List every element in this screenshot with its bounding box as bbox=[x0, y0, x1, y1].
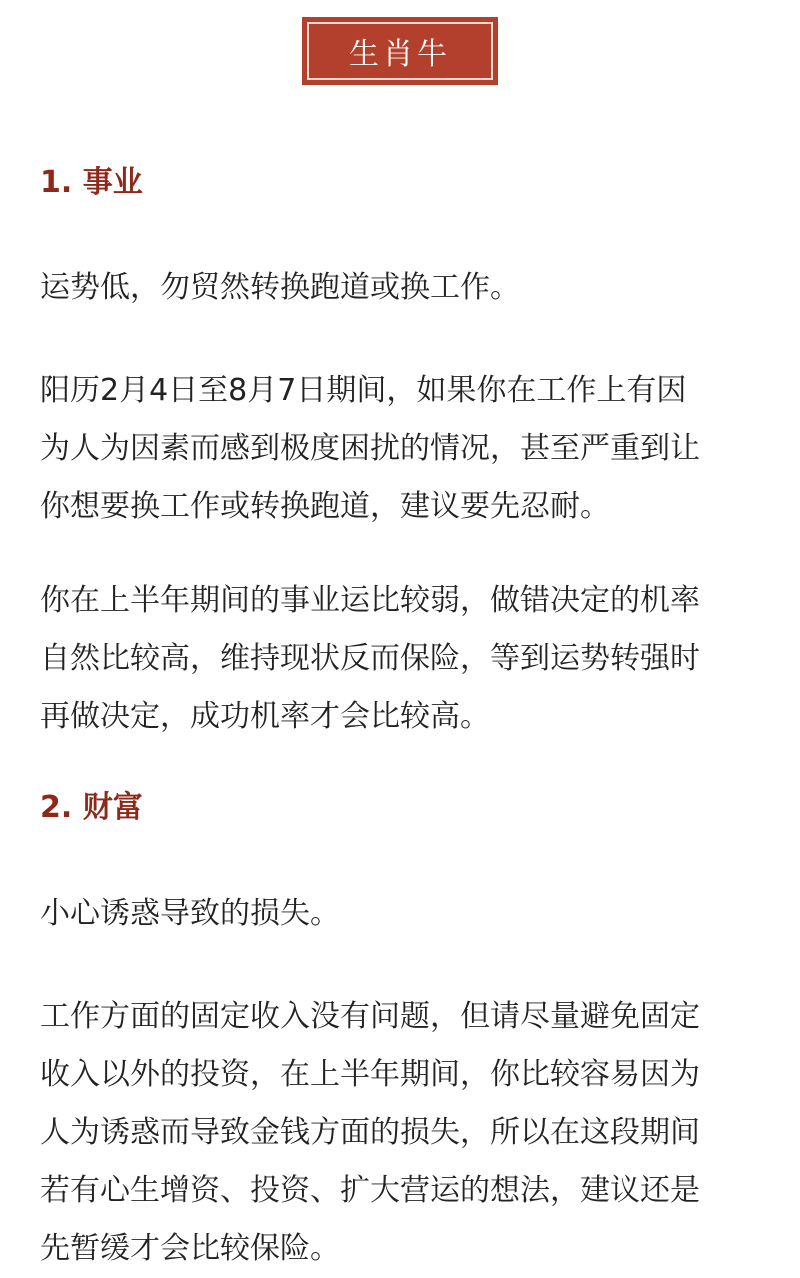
paragraph-wealth-summary bbox=[40, 885, 340, 943]
section-heading-career: 1. 事业 bbox=[40, 165, 143, 200]
text-line: 为人为因素而感到极度困扰的情况，甚至严重到让 bbox=[40, 431, 700, 466]
text-line: 你在上半年期间的事业运比较弱，做错决定的机率 bbox=[40, 583, 700, 618]
text-line: 人为诱惑而导致金钱方面的损失，所以在这段期间 bbox=[40, 1115, 700, 1150]
zodiac-title-banner bbox=[302, 17, 498, 85]
text-line: 收入以外的投资，在上半年期间，你比较容易因为 bbox=[40, 1057, 700, 1092]
paragraph-wealth-detail bbox=[40, 988, 700, 1278]
text-line: 阳历2月4日至8月7日期间，如果你在工作上有因 bbox=[40, 373, 687, 408]
paragraph-career-summary bbox=[40, 259, 520, 317]
text-line: 工作方面的固定收入没有问题，但请尽量避免固定 bbox=[40, 999, 700, 1034]
paragraph-career-detail-1 bbox=[40, 362, 700, 536]
text-line: 先暂缓才会比较保险。 bbox=[40, 1231, 340, 1266]
text-line: 你想要换工作或转换跑道，建议要先忍耐。 bbox=[40, 489, 610, 524]
text-line: 若有心生增资、投资、扩大营运的想法，建议还是 bbox=[40, 1173, 700, 1208]
section-heading-wealth: 2. 财富 bbox=[40, 790, 143, 825]
text-line: 自然比较高，维持现状反而保险，等到运势转强时 bbox=[40, 641, 700, 676]
paragraph-career-detail-2 bbox=[40, 572, 700, 746]
text-line: 再做决定，成功机率才会比较高。 bbox=[40, 699, 490, 734]
text-line: 小心诱惑导致的损失。 bbox=[40, 896, 340, 931]
zodiac-title: 生肖牛 bbox=[307, 22, 493, 80]
text-line: 运势低，勿贸然转换跑道或换工作。 bbox=[40, 270, 520, 305]
